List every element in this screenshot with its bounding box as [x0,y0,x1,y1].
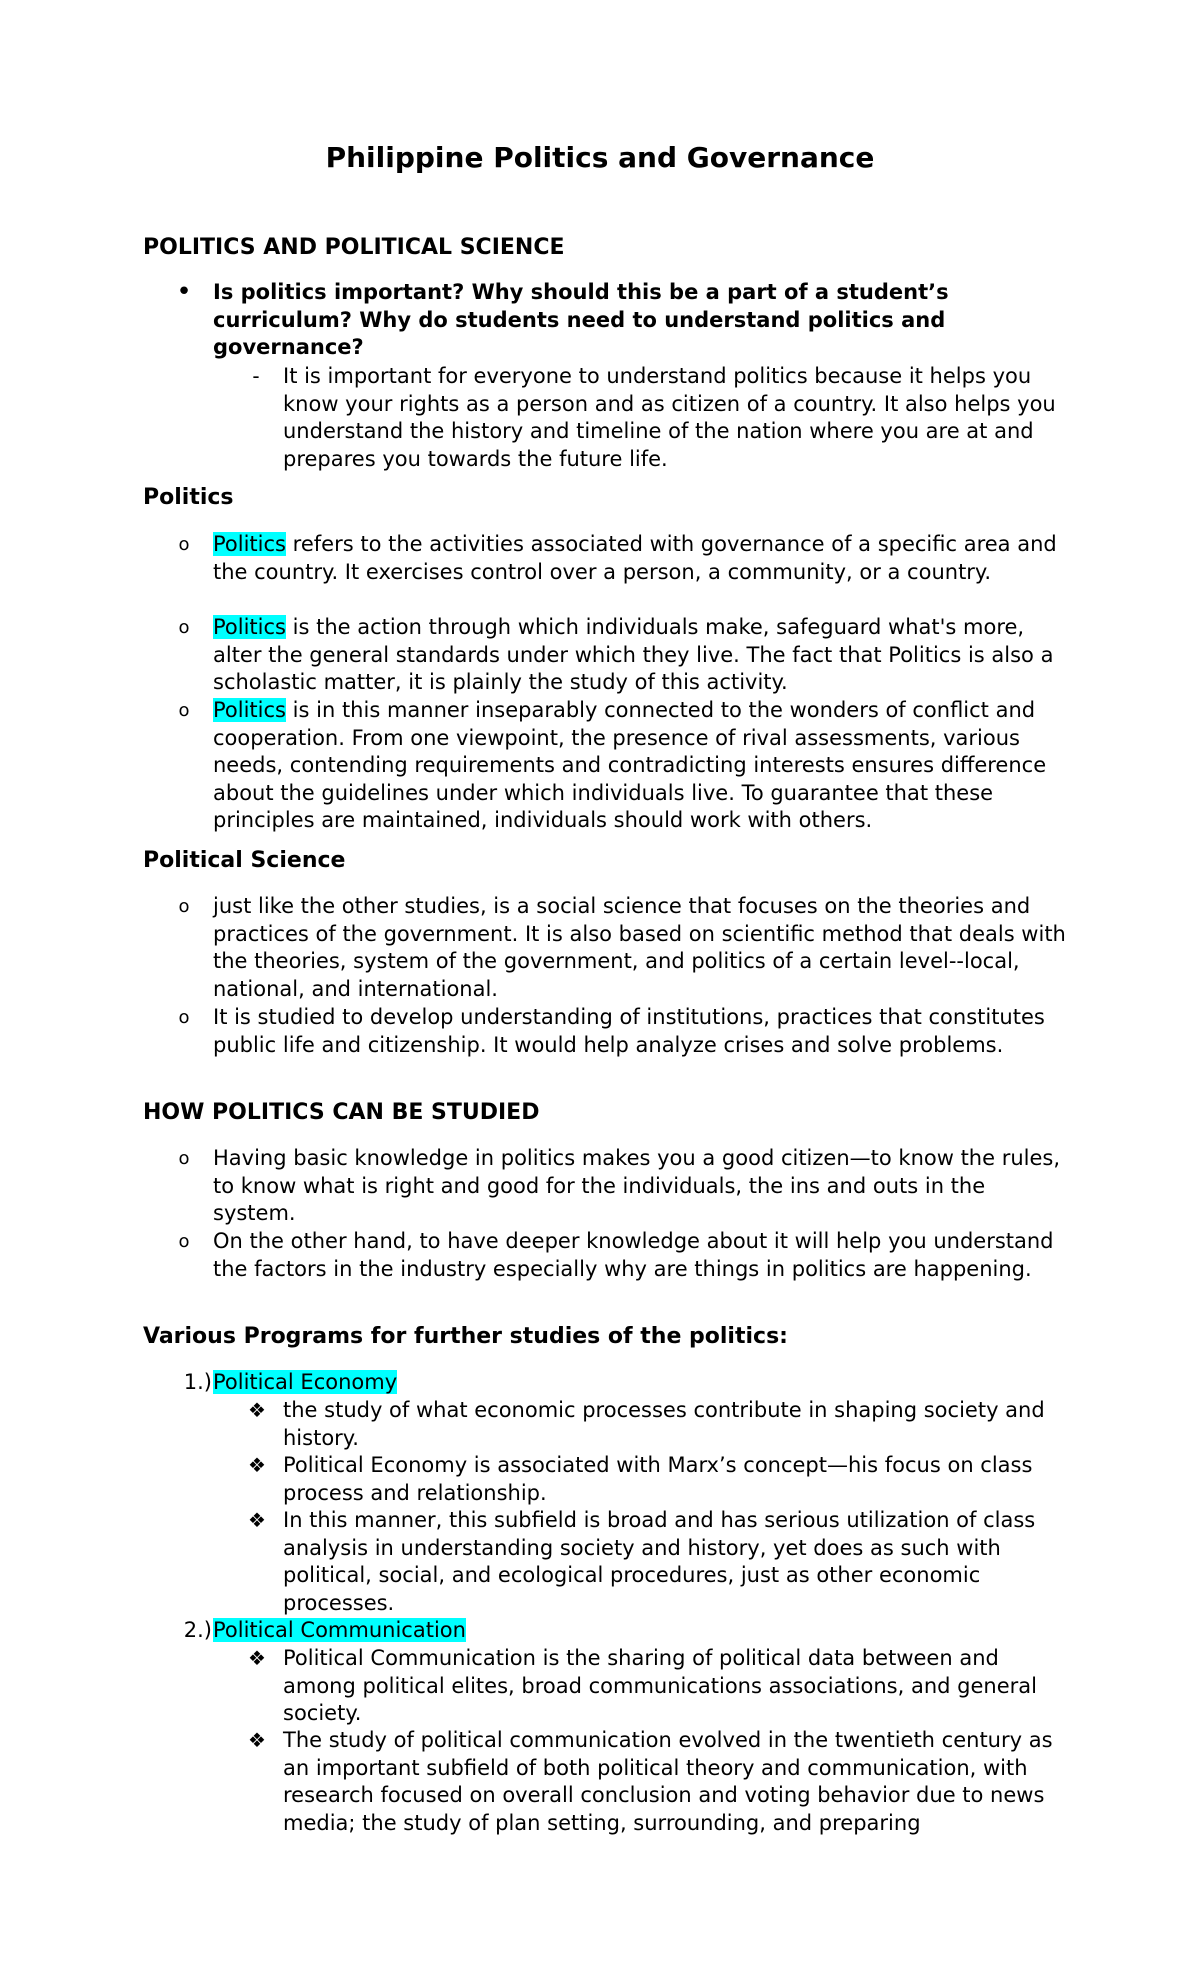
highlighted-term: Politics [213,532,286,556]
program-point: In this manner, this subfield is broad and has serious utilization of class analysis in understanding society and history, yet does as such with political, social, and ecological procedures, just as other economic processes. [283,1508,1036,1615]
diamond-bullet-icon: ❖ [248,1398,266,1422]
program-point: Political Economy is associated with Marx’s concept—his focus on class process and relationship. [283,1453,1033,1505]
list-number: 1.) [183,1370,212,1394]
list-item [213,614,1073,697]
section-heading-political-science: Political Science [143,848,346,873]
diamond-bullet-icon: ❖ [248,1453,266,1477]
circle-bullet-icon: o [178,1007,190,1028]
program-title [213,1369,1073,1397]
list-item: It is studied to develop understanding of institutions, practices that constitutes public life and citizenship. It would help analyze crises and solve problems. [213,1005,1045,1057]
diamond-bullet-icon: ❖ [248,1646,266,1670]
section-heading-politics-and-political-science: POLITICS AND POLITICAL SCIENCE [143,235,565,260]
circle-bullet-icon: o [178,534,190,555]
section-heading-how-politics-can-be-studied: HOW POLITICS CAN BE STUDIED [143,1100,540,1125]
list-item-text: is the action through which individuals make, safeguard what's more, alter the general standards under which they live. The fact that Politics is also a scholastic matter, it is plainly the study of this activity. [213,615,1054,694]
list-item [213,531,1073,586]
section-heading-politics: Politics [143,485,234,510]
section-heading-various-programs: Various Programs for further studies of the politics: [143,1324,788,1349]
highlighted-term: Politics [213,615,286,639]
bullet-icon: • [176,277,192,307]
circle-bullet-icon: o [178,700,190,721]
question-text: Is politics important? Why should this be a part of a student’s curriculum? Why do students need to understand politics and governance? [213,280,949,359]
program-point: The study of political communication evolved in the twentieth century as an important subfield of both political theory and communication, with research focused on overall conclusion and voting behavior due to news media; the study of plan setting, surrounding, and preparing [283,1728,1053,1835]
list-item: just like the other studies, is a social science that focuses on the theories and practices of the government. It is also based on scientific method that deals with the theories, system of the government, and politics of a certain level--local, national, and international. [213,894,1066,1001]
highlighted-term: Political Communication [213,1618,466,1642]
dash-icon: - [252,364,260,388]
program-point: Political Communication is the sharing of political data between and among political elites, broad communications associations, and general society. [283,1646,1037,1725]
diamond-bullet-icon: ❖ [248,1508,266,1532]
answer-text: It is important for everyone to understand politics because it helps you know your rights as a person and as citizen of a country. It also helps you understand the history and timeline of the nation where you are at and prepares you towards the future life. [283,364,1056,471]
highlighted-term: Politics [213,698,286,722]
circle-bullet-icon: o [178,1231,190,1252]
list-item: Having basic knowledge in politics makes you a good citizen—to know the rules, to know what is right and good for the individuals, the ins and outs in the system. [213,1146,1061,1225]
list-number: 2.) [183,1618,212,1642]
circle-bullet-icon: o [178,896,190,917]
list-item [213,697,1073,835]
list-item: On the other hand, to have deeper knowledge about it will help you understand the factors in the industry especially why are things in politics are happening. [213,1229,1054,1281]
document-title: Philippine Politics and Governance [325,141,875,174]
list-item-text: refers to the activities associated with governance of a specific area and the country. It exercises control over a person, a community, or a country. [213,532,1057,584]
circle-bullet-icon: o [178,1148,190,1169]
highlighted-term: Political Economy [213,1370,398,1394]
program-point: the study of what economic processes contribute in shaping society and history. [283,1398,1045,1450]
diamond-bullet-icon: ❖ [248,1728,266,1752]
list-item-text: is in this manner inseparably connected to the wonders of conflict and cooperation. From one viewpoint, the presence of rival assessments, various needs, contending requirements and contradicting interests ensures difference about the guidelines under which individuals live. To guarantee that these principles are maintained, individuals should work with others. [213,698,1047,832]
program-title [213,1617,1073,1645]
circle-bullet-icon: o [178,617,190,638]
